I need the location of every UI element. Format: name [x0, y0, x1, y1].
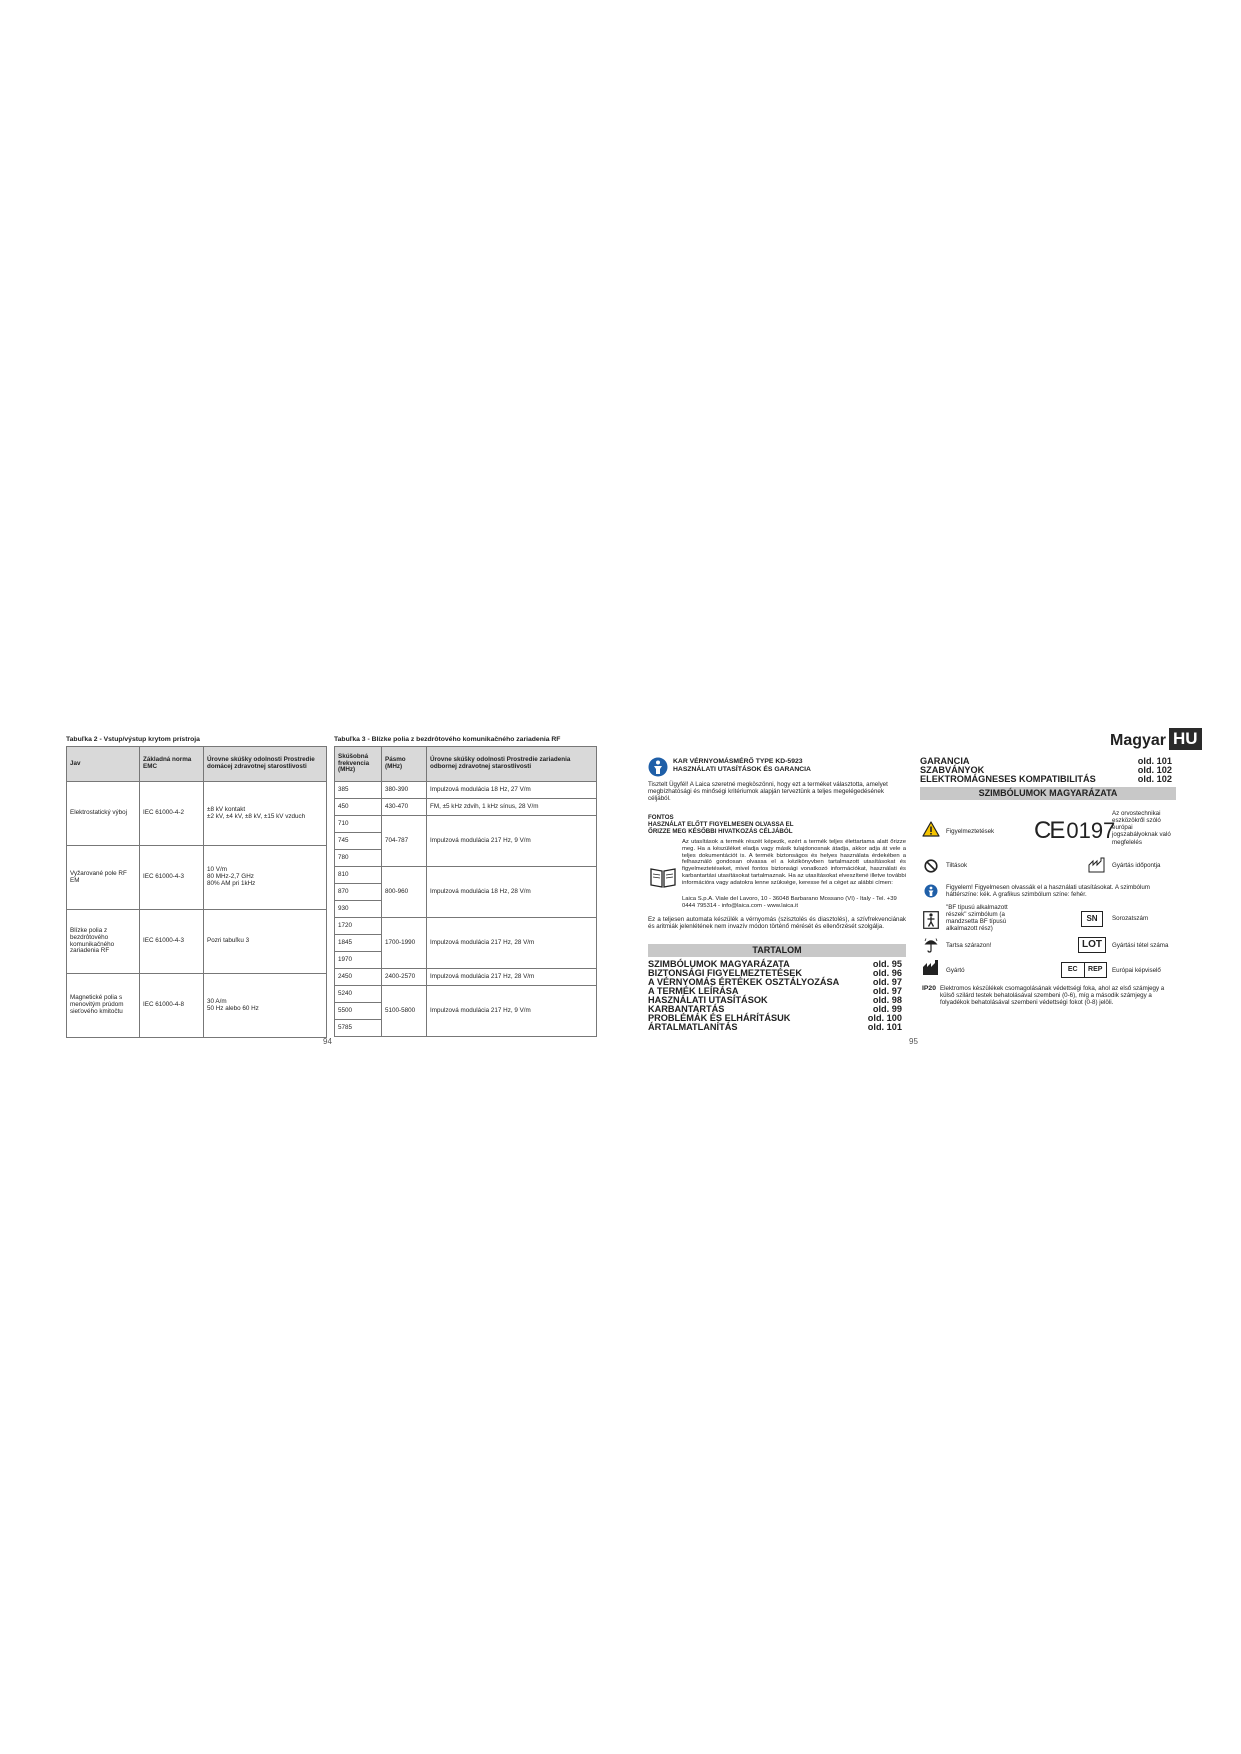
automatic-text: Ez a teljesen automata készülék a vérnyomás (szisztolés és diasztolés), a szívfrekvenciának és aritmiák jelenlétének nem invazív módon történő mérését és ellenőrzését szolgálja.	[648, 916, 906, 931]
serial-number-label: Sorozatszám	[1112, 915, 1149, 922]
table2-cell: Blízke polia z bezdrôtového komunikačného zariadenia RF	[67, 910, 140, 974]
toc-item[interactable]: ELEKTROMÁGNESES KOMPATIBILITÁS old. 102	[920, 774, 1172, 784]
table3-cell: 5785	[335, 1020, 382, 1037]
bf-type-text: "BF típusú alkalmazott részek" szimbólum (a mandzsetta BF típusú alkalmazott rész)	[946, 904, 1008, 933]
table3-cell: 430-470	[382, 799, 427, 816]
symbols-title: SZIMBÓLUMOK MAGYARÁZATA	[920, 787, 1176, 800]
table3-header: Pásmo (MHz)	[382, 747, 427, 782]
table3-title: Tabuľka 3 - Blízke polia z bezdrôtového komunikačného zariadenia RF	[334, 736, 561, 743]
table2	[66, 746, 327, 1038]
table3-cell: 5500	[335, 1003, 382, 1020]
rep-label: REP	[1088, 966, 1103, 973]
toc-item[interactable]: ÁRTALMATLANÍTÁS old. 101	[648, 1022, 902, 1032]
toc-item[interactable]: KARBANTARTÁS old. 99	[648, 1004, 902, 1014]
table2-cell: IEC 61000-4-3	[140, 846, 204, 910]
important-sub1: HASZNÁLAT ELŐTT FIGYELMESEN OLVASSA EL	[648, 821, 794, 829]
table3-cell: 810	[335, 867, 382, 884]
table2-cell: 10 V/m 80 MHz-2,7 GHz 80% AM pri 1kHz	[204, 846, 327, 910]
lot-label: Gyártási tétel száma	[1112, 942, 1169, 949]
ec-rep-icon	[1061, 962, 1107, 978]
ce-mark	[1034, 817, 1115, 845]
toc-item[interactable]: HASZNÁLATI UTASÍTÁSOK old. 98	[648, 995, 902, 1005]
table3-cell: 5240	[335, 986, 382, 1003]
eu-rep-label: Európai képviselő	[1112, 967, 1161, 974]
language-header	[1110, 726, 1202, 750]
toc-item[interactable]: A VÉRNYOMÁS ÉRTÉKEK OSZTÁLYOZÁSA old. 97	[648, 977, 902, 987]
toc-item[interactable]: BIZTONSÁGI FIGYELMEZTETÉSEK old. 96	[648, 968, 902, 978]
table3-cell: 930	[335, 901, 382, 918]
ce-number: 0197	[1066, 818, 1116, 843]
table2-cell: Magnetické polia s menovitým prúdom sieťového kmitočtu	[67, 974, 140, 1038]
table3-cell: Impulzová modulácia 18 Hz, 27 V/m	[427, 782, 597, 799]
table3-cell: 2400-2570	[382, 969, 427, 986]
table3-cell: 710	[335, 816, 382, 833]
table2-cell: ±8 kV kontakt ±2 kV, ±4 kV, ±8 kV, ±15 kV vzduch	[204, 782, 327, 846]
table3-cell: 745	[335, 833, 382, 850]
attention-text: Figyelem! Figyelmesen olvassák el a használati utasításokat. A szimbólum háttérszíne: kék. A grafikus szimbólum színe: fehér.	[946, 884, 1150, 899]
manufacturer-icon	[922, 960, 940, 976]
serial-number-icon: SN	[1081, 911, 1103, 927]
table3-cell: 704-787	[382, 816, 427, 867]
ce-text: Az orvostechnikai eszközökről szóló európai jogszabályoknak való megfelelés	[1112, 810, 1171, 846]
table3	[334, 746, 597, 1037]
prohibit-label: Tiltások	[946, 862, 968, 869]
table3-header: Úrovne skúšky odolnosti Prostredie zariadenia odbornej zdravotnej starostlivosti	[427, 747, 597, 782]
table3-cell: FM, ±5 kHz zdvih, 1 kHz sínus, 28 V/m	[427, 799, 597, 816]
product-header	[648, 756, 906, 778]
info-person-icon	[648, 757, 668, 777]
ip-rating-label: IP20	[922, 985, 936, 992]
table3-cell: 870	[335, 884, 382, 901]
table3-cell: 800-960	[382, 867, 427, 918]
product-title: KAR VÉRNYOMÁSMÉRŐ TYPE KD-5923	[673, 758, 803, 765]
table3-cell: 450	[335, 799, 382, 816]
table3-cell: Impulzová modulácia 217 Hz, 28 V/m	[427, 918, 597, 969]
important-text: Az utasítások a termék részét képezik, ezért a termék teljes élettartama alatt őrizze meg. Ha a készüléket eladja vagy másik tulajdonosnak átadja, akkor adja át vele a teljes dokumentációt is. A termék biztonságos és helyes használata érdekében a felhasználó gondosan olvassa el a kézikönyvben tartalmazott utasításokat és figyelmeztetéseket, mivel fontos biztonsági vonatkozó információkat, használati és karbantartási utasításokat tartalmaznak. Ha az utasításokat elveszítené illetve további információra vagy adatokra lenne szüksége, keresse fel a céget az alábbi címen:	[682, 839, 906, 886]
toc-title: TARTALOM	[648, 944, 906, 957]
table3-cell: 1720	[335, 918, 382, 935]
table2-header: Základná norma EMC	[140, 747, 204, 782]
ec-label: EC	[1062, 963, 1085, 977]
table3-cell: Impulzová modulácia 217 Hz, 9 V/m	[427, 816, 597, 867]
keep-dry-icon	[923, 937, 939, 953]
lot-icon: LOT	[1078, 937, 1106, 953]
table2-cell: IEC 61000-4-2	[140, 782, 204, 846]
table2-cell: IEC 61000-4-8	[140, 974, 204, 1038]
table3-header: Skúšobná frekvencia (MHz)	[335, 747, 382, 782]
toc-list-continued	[920, 757, 1172, 784]
important-sub2: ŐRIZZE MEG KÉSŐBBI HIVATKOZÁS CÉLJÁBÓL	[648, 828, 793, 836]
table2-cell: IEC 61000-4-3	[140, 910, 204, 974]
table3-cell: Impulzová modulácia 217 Hz, 9 V/m	[427, 986, 597, 1037]
table2-title: Tabuľka 2 - Vstup/výstup krytom prístroja	[66, 736, 200, 743]
book-icon	[650, 866, 676, 888]
important-title: FONTOS	[648, 814, 674, 821]
table3-cell: 380-390	[382, 782, 427, 799]
table3-cell: 5100-5800	[382, 986, 427, 1037]
page-number-left: 94	[323, 1037, 332, 1046]
toc-item[interactable]: A TERMÉK LEÍRÁSA old. 97	[648, 986, 902, 996]
toc-item[interactable]: GARANCIA old. 101	[920, 756, 1172, 766]
table3-cell: 1700-1990	[382, 918, 427, 969]
warning-label: Figyelmeztetések	[946, 828, 995, 835]
table3-cell: Impulzová modulácia 18 Hz, 28 V/m	[427, 867, 597, 918]
product-subtitle: HASZNÁLATI UTASÍTÁSOK ÉS GARANCIA	[673, 766, 811, 773]
table3-cell: 385	[335, 782, 382, 799]
ce-logo-icon: CE	[1034, 817, 1064, 844]
toc-item[interactable]: SZABVÁNYOK old. 102	[920, 765, 1172, 775]
table2-cell: Pozri tabuľku 3	[204, 910, 327, 974]
table3-cell: 780	[335, 850, 382, 867]
table2-cell: Vyžarované pole RF EM	[67, 846, 140, 910]
manufacture-date-label: Gyártás időpontja	[1112, 862, 1161, 869]
bf-type-icon	[923, 911, 939, 929]
warning-icon	[922, 821, 940, 837]
address-text: Laica S.p.A. Viale del Lavoro, 10 - 36048 Barbarano Mossano (VI) - Italy - Tel. +39 0444 795314 - info@laica.com - www.laica.it	[682, 896, 897, 909]
prohibit-icon	[924, 859, 938, 873]
table3-cell: 2450	[335, 969, 382, 986]
keep-dry-label: Tartsa szárazon!	[946, 942, 992, 949]
table3-cell: 1845	[335, 935, 382, 952]
intro-text: Tisztelt Ügyfél! A Laica szeretné megköszönni, hogy ezt a terméket választotta, amelyet megbízhatósági és minőségi kritériumok alapján terveztünk a teljes megelégedésének céljából.	[648, 781, 888, 803]
language-label: Magyar	[1110, 732, 1167, 749]
table2-header: Úrovne skúšky odolnosti Prostredie domácej zdravotnej starostlivosti	[204, 747, 327, 782]
toc-item[interactable]: PROBLÉMÁK ÉS ELHÁRÍTÁSUK old. 100	[648, 1013, 902, 1023]
lang-badge: HU	[1169, 728, 1202, 750]
table2-header: Jav	[67, 747, 140, 782]
manufacturer-label: Gyártó	[946, 967, 965, 974]
ip-rating-text: Elektromos készülékek csomagolásának védettségi foka, ahol az első számjegy a külső szilárd testek behatolásával szembeni (0-6), míg a második számjegy a folyadékok behatolásával szembeni védettségi fokot (0-8) jelöli.	[940, 985, 1165, 1007]
important-block	[648, 814, 906, 835]
table3-cell: Impulzová modulácia 217 Hz, 28 V/m	[427, 969, 597, 986]
toc-item[interactable]: SZIMBÓLUMOK MAGYARÁZATA old. 95	[648, 959, 902, 969]
table3-cell: 1970	[335, 952, 382, 969]
page-number-right: 95	[909, 1037, 918, 1046]
attention-icon	[924, 884, 938, 898]
toc-list	[648, 960, 902, 1032]
table2-cell: Elektrostatický výboj	[67, 782, 140, 846]
table2-cell: 30 A/m 50 Hz alebo 60 Hz	[204, 974, 327, 1038]
manufacture-date-icon	[1088, 857, 1108, 873]
